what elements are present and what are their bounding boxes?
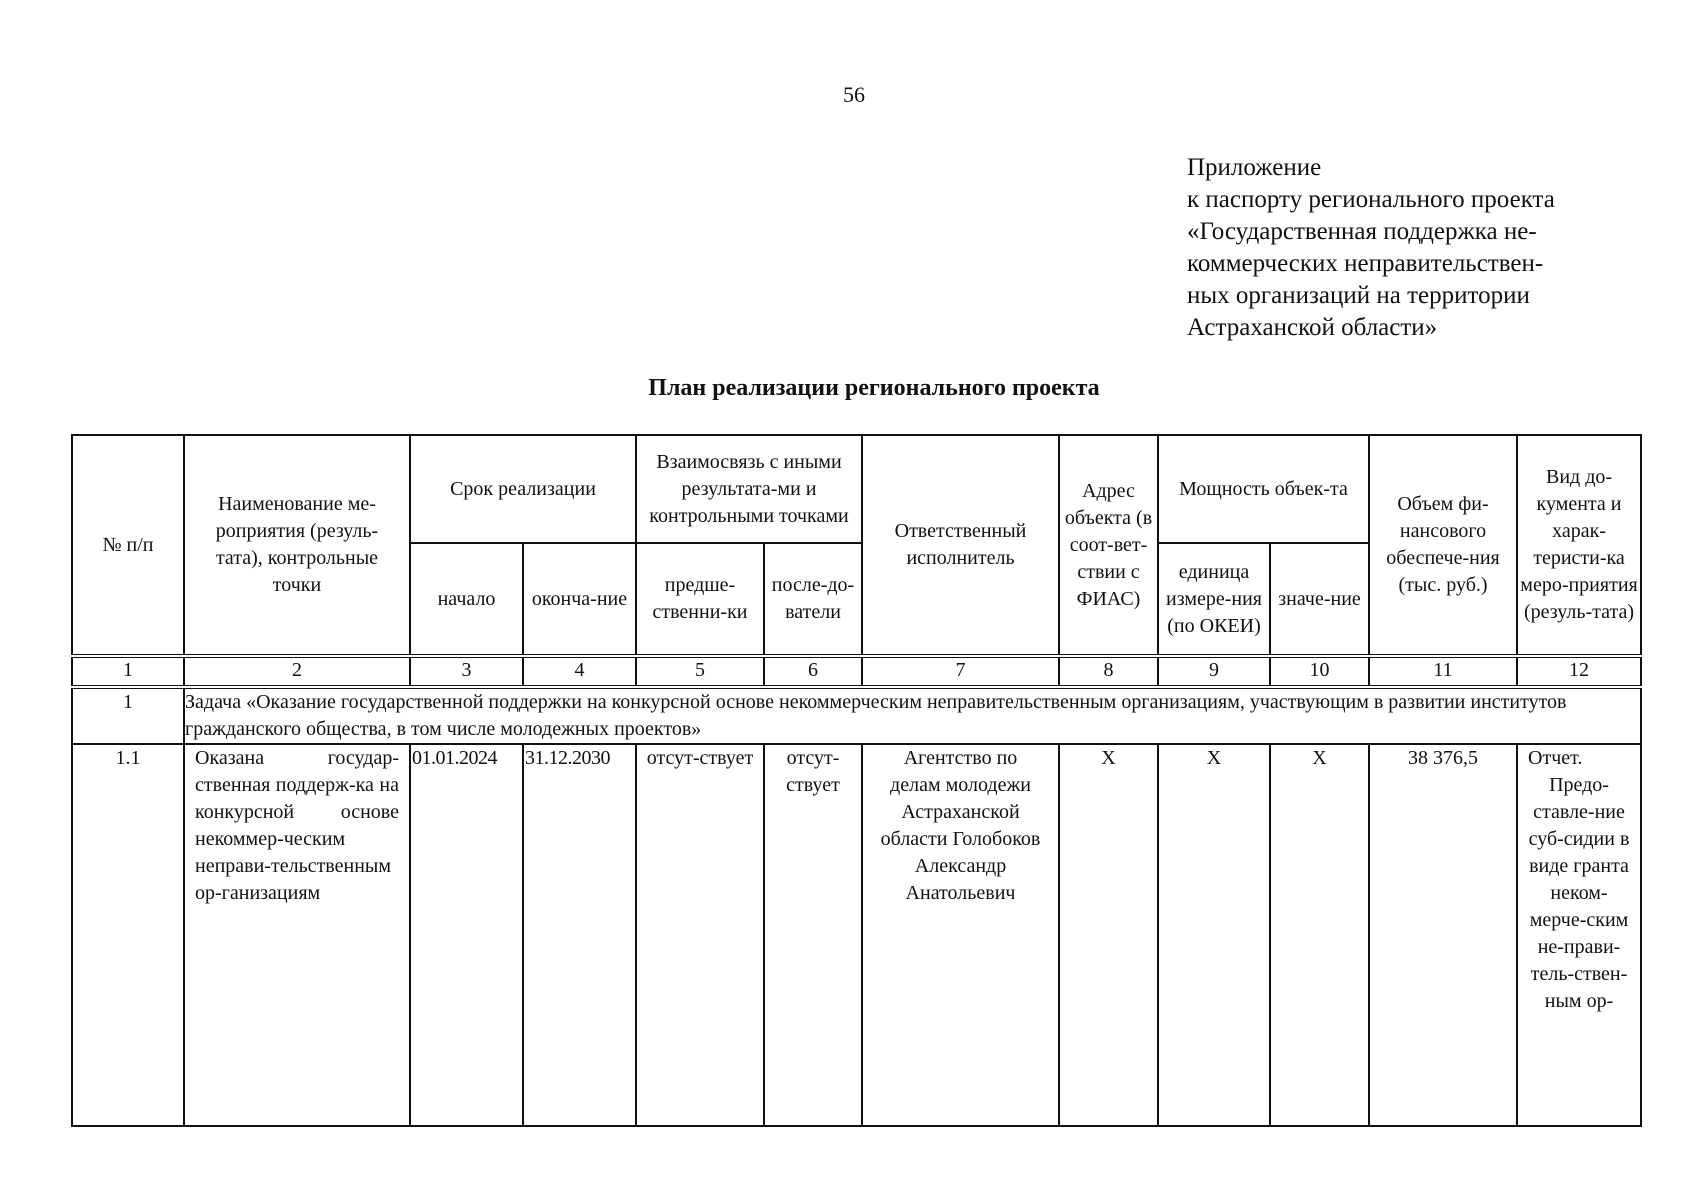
row-responsible: Агентство по делам молодежи Астраханской области Голобоков Александр Анатольевич [862, 744, 1059, 1126]
task-num: 1 [72, 687, 184, 744]
column-number: 3 [410, 656, 523, 687]
row-value: X [1270, 744, 1369, 1126]
header-responsible: Ответственный исполнитель [862, 435, 1059, 656]
plan-table [71, 434, 1642, 1127]
appendix-line: «Государственная поддержка не- [1187, 218, 1537, 245]
header-term-end: оконча-ние [523, 543, 636, 656]
header-cap-value: значе-ние [1270, 543, 1369, 656]
row-doc-text: Предо-ставле-ние суб-сидии в виде гранта неком-мерче-ским не-прави-тель-ствен-ным ор- [1528, 774, 1630, 1012]
row-successors: отсут-ствует [764, 744, 862, 1126]
appendix-line: к паспорту регионального проекта [1187, 186, 1555, 213]
appendix-line: Астраханской области» [1187, 314, 1438, 341]
row-end-date: 31.12.2030 [523, 744, 636, 1126]
header-row-top [72, 435, 1641, 543]
row-address: X [1059, 744, 1158, 1126]
column-number: 6 [764, 656, 862, 687]
page-number: 56 [843, 82, 865, 107]
column-number: 2 [184, 656, 410, 687]
row-predecessors: отсут-ствует [636, 744, 764, 1126]
header-term-start: начало [410, 543, 523, 656]
column-number: 11 [1369, 656, 1517, 687]
task-text: Задача «Оказание государственной поддержки на конкурсной основе некоммерческим неправительственным организациям, участвующим в развитии институтов гражданского общества, в том числе молодежных проектов» [184, 687, 1641, 744]
column-number-row [72, 656, 1641, 687]
header-doc-type: Вид до-кумента и харак-теристи-ка меро-приятия (резуль-тата) [1517, 435, 1641, 656]
column-number: 5 [636, 656, 764, 687]
table-row [72, 744, 1641, 1126]
column-number: 10 [1270, 656, 1369, 687]
header-name: Наименование ме-роприятия (резуль-тата), контрольные точки [184, 435, 410, 656]
document-title: План реализации регионального проекта [648, 375, 1100, 401]
column-number: 1 [72, 656, 184, 687]
appendix-block [1187, 152, 1555, 344]
column-number: 7 [862, 656, 1059, 687]
appendix-line: Приложение [1187, 154, 1322, 181]
row-doc-title: Отчет. [1528, 747, 1583, 769]
appendix-line: коммерческих неправительствен- [1187, 250, 1544, 277]
header-num: № п/п [72, 435, 184, 656]
row-doc-type [1517, 744, 1641, 1126]
row-num: 1.1 [72, 744, 184, 1126]
header-address: Адрес объекта (в соот-вет-ствии с ФИАС) [1059, 435, 1158, 656]
task-row [72, 687, 1641, 744]
appendix-line: ных организаций на территории [1187, 282, 1530, 309]
header-link: Взаимосвязь с иными результата-ми и контрольными точками [636, 435, 862, 543]
row-start-date: 01.01.2024 [410, 744, 523, 1126]
row-unit: X [1158, 744, 1270, 1126]
header-link-next: после-до-ватели [764, 543, 862, 656]
header-cap-unit: единица измере-ния (по ОКЕИ) [1158, 543, 1270, 656]
header-link-prev: предше-ственни-ки [636, 543, 764, 656]
row-name: Оказана государ-ственная поддерж-ка на конкурсной основе некоммер-ческим неправи-тельственным ор-ганизациям [184, 744, 410, 1126]
header-capacity: Мощность объек-та [1158, 435, 1369, 543]
column-number: 4 [523, 656, 636, 687]
header-term: Срок реализации [410, 435, 636, 543]
column-number: 12 [1517, 656, 1641, 687]
row-finance: 38 376,5 [1369, 744, 1517, 1126]
column-number: 9 [1158, 656, 1270, 687]
header-finance: Объем фи-нансового обеспече-ния (тыс. руб.) [1369, 435, 1517, 656]
column-number: 8 [1059, 656, 1158, 687]
